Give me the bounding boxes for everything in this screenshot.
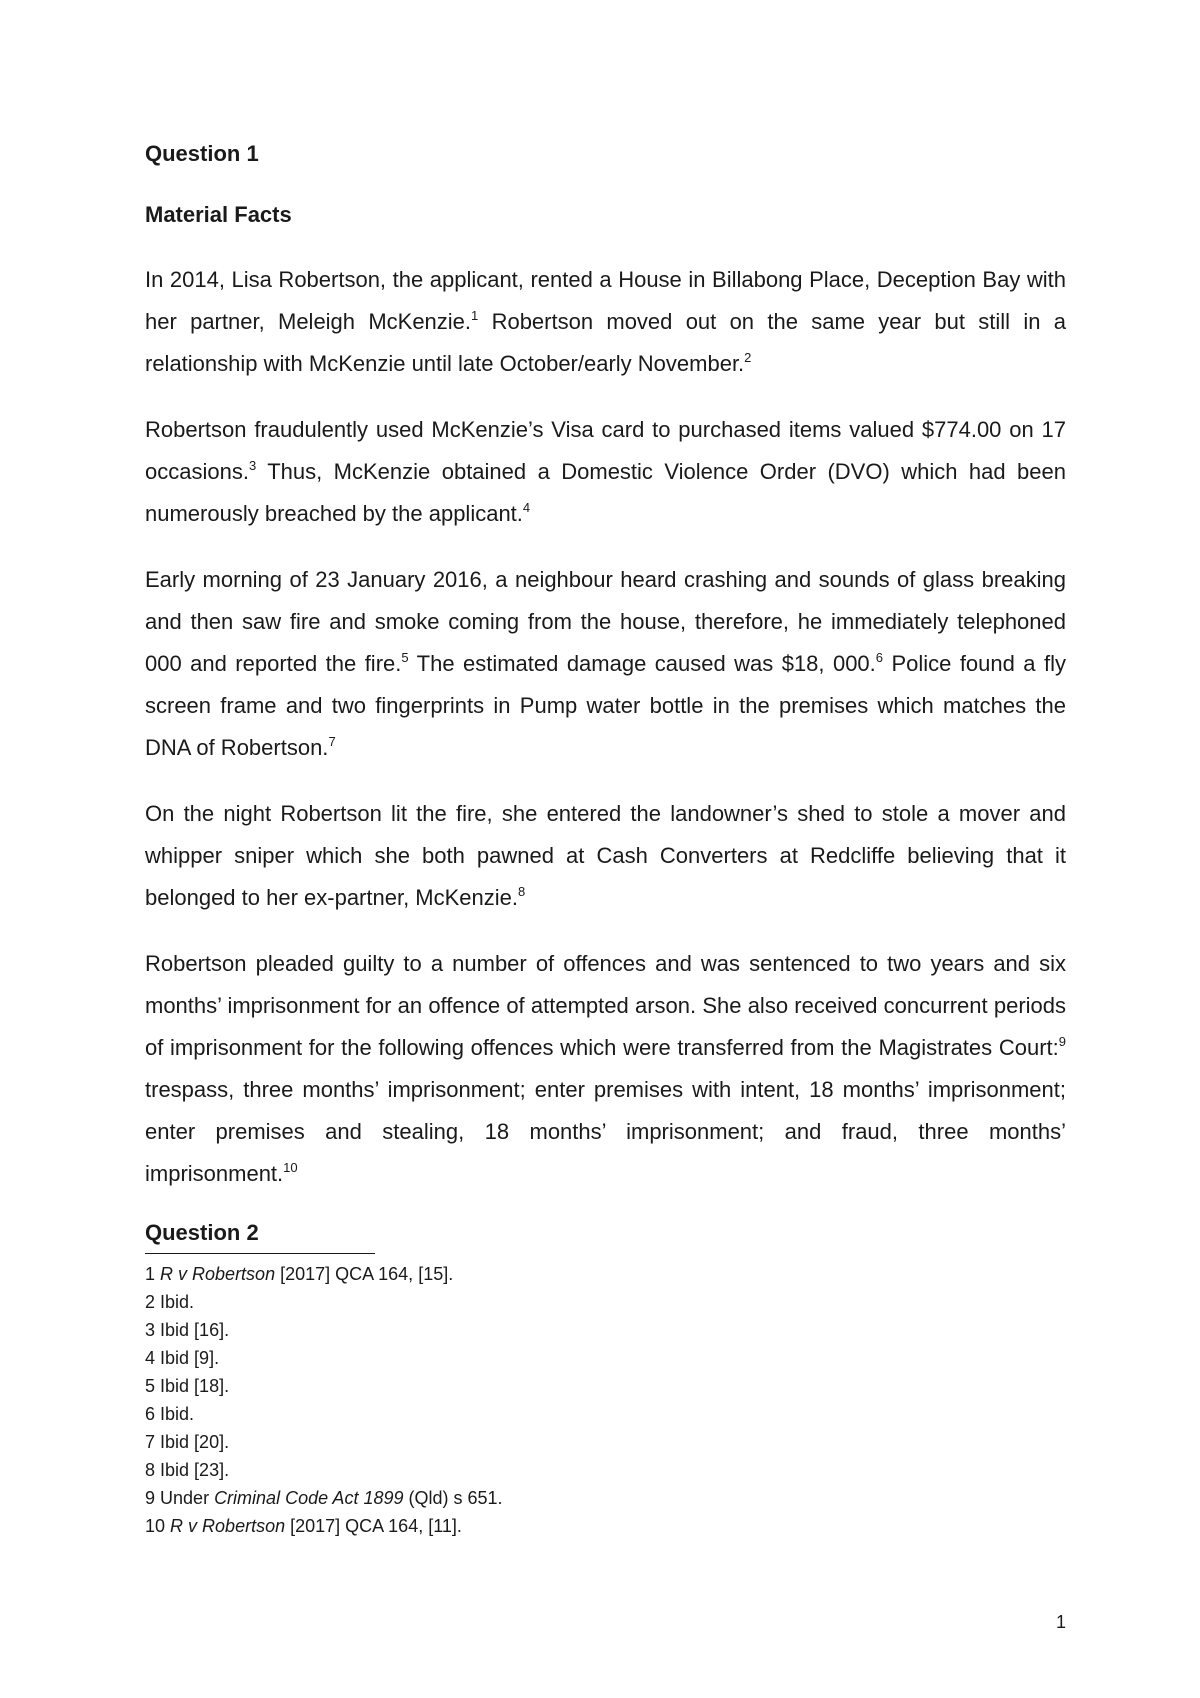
footnote-3 bbox=[145, 1316, 1066, 1344]
paragraph-text: The estimated damage caused was $18, 000. bbox=[408, 651, 876, 676]
page-number: 1 bbox=[1056, 1612, 1067, 1632]
footnote-ref[interactable]: 2 bbox=[744, 350, 752, 365]
footnote-text: Ibid [9]. bbox=[160, 1348, 220, 1368]
footnote-text: [2017] QCA 164, [15]. bbox=[275, 1264, 454, 1284]
footnote-number: 10 bbox=[145, 1516, 166, 1536]
footnote-5 bbox=[145, 1372, 1066, 1400]
footnote-9 bbox=[145, 1484, 1066, 1512]
material-facts-heading: Material Facts bbox=[145, 202, 292, 227]
footnote-text: Ibid. bbox=[160, 1292, 195, 1312]
footnote-number: 4 bbox=[145, 1348, 156, 1368]
footnote-ref[interactable]: 8 bbox=[518, 884, 526, 899]
footnote-number: 5 bbox=[145, 1376, 156, 1396]
footnote-number: 8 bbox=[145, 1460, 156, 1480]
page-content bbox=[145, 140, 1066, 1540]
footnote-6 bbox=[145, 1400, 1066, 1428]
footnote-number: 6 bbox=[145, 1404, 156, 1424]
paragraph-2 bbox=[145, 409, 1066, 535]
footnote-text: Ibid [20]. bbox=[160, 1432, 230, 1452]
question-1-heading: Question 1 bbox=[145, 141, 259, 166]
footnote-7 bbox=[145, 1428, 1066, 1456]
footnote-ref[interactable]: 3 bbox=[248, 458, 257, 473]
footnote-number: 9 bbox=[145, 1488, 156, 1508]
footnote-separator bbox=[145, 1253, 375, 1254]
footnote-ref[interactable]: 5 bbox=[401, 650, 409, 665]
paragraph-5 bbox=[145, 943, 1066, 1195]
footnote-text: Ibid [18]. bbox=[160, 1376, 230, 1396]
paragraph-text: Robertson pleaded guilty to a number of offences and was sentenced to two years and six months’ imprisonment for an offence of attempted arson. She also received concurrent periods of imprisonment for the following offences which were transferred from the Magistrates Court: bbox=[145, 951, 1066, 1060]
footnote-ref[interactable]: 10 bbox=[283, 1160, 298, 1175]
footnote-ref[interactable]: 6 bbox=[875, 650, 884, 665]
footnote-4 bbox=[145, 1344, 1066, 1372]
case-name: R v Robertson bbox=[170, 1516, 286, 1536]
paragraph-text: On the night Robertson lit the fire, she entered the landowner’s shed to stole a mover and whipper sniper which she both pawned at Cash Converters at Redcliffe believing that it belonged to her ex-partner, McKenzie. bbox=[145, 801, 1066, 910]
paragraph-text: In 2014, Lisa Robertson, the applicant, rented a House in Billabong Place, Deception Bay with her partner, Meleigh McKenzie. bbox=[145, 267, 1066, 334]
footnote-ref[interactable]: 7 bbox=[328, 734, 336, 749]
footnote-10 bbox=[145, 1512, 1066, 1540]
paragraph-text: Robertson moved out on the same year but still in a relationship with McKenzie until late October/early November. bbox=[145, 309, 1067, 376]
paragraph-text: Thus, McKenzie obtained a Domestic Violence Order (DVO) which had been numerously breached by the applicant. bbox=[145, 459, 1066, 526]
footnote-ref[interactable]: 9 bbox=[1058, 1034, 1066, 1049]
statute-name: Criminal Code Act 1899 bbox=[214, 1488, 404, 1508]
case-name: R v Robertson bbox=[160, 1264, 276, 1284]
paragraph-text: Police found a fly screen frame and two fingerprints in Pump water bottle in the premises which matches the DNA of Robertson. bbox=[145, 651, 1066, 760]
footnote-text: (Qld) s 651. bbox=[403, 1488, 503, 1508]
paragraph-3 bbox=[145, 559, 1066, 769]
footnote-number: 3 bbox=[145, 1320, 156, 1340]
footnote-2 bbox=[145, 1288, 1066, 1316]
footnotes bbox=[145, 1260, 1066, 1540]
paragraph-1 bbox=[145, 259, 1066, 385]
footnote-text: Under bbox=[160, 1488, 215, 1508]
paragraph-4 bbox=[145, 793, 1066, 919]
paragraph-text: Early morning of 23 January 2016, a neighbour heard crashing and sounds of glass breaking and then saw fire and smoke coming from the house, therefore, he immediately telephoned 000 and reported the fire. bbox=[145, 567, 1066, 676]
footnote-number: 2 bbox=[145, 1292, 156, 1312]
footnote-text: Ibid [16]. bbox=[160, 1320, 230, 1340]
footnote-number: 1 bbox=[145, 1264, 156, 1284]
footnote-text: [2017] QCA 164, [11]. bbox=[285, 1516, 462, 1536]
footnote-text: Ibid [23]. bbox=[160, 1460, 230, 1480]
footnote-text: Ibid. bbox=[160, 1404, 195, 1424]
question-2-heading: Question 2 bbox=[145, 1220, 259, 1245]
footnote-8 bbox=[145, 1456, 1066, 1484]
footnote-1 bbox=[145, 1260, 1066, 1288]
footnote-number: 7 bbox=[145, 1432, 156, 1452]
paragraph-text: trespass, three months’ imprisonment; enter premises with intent, 18 months’ imprisonment; enter premises and stealing, 18 months’ imprisonment; and fraud, three months’ imprisonment. bbox=[145, 1077, 1066, 1186]
paragraph-text: Robertson fraudulently used McKenzie’s Visa card to purchased items valued $774.00 on 17 occasions. bbox=[145, 417, 1066, 484]
footnote-ref[interactable]: 4 bbox=[522, 500, 531, 515]
footnote-ref[interactable]: 1 bbox=[471, 308, 479, 323]
